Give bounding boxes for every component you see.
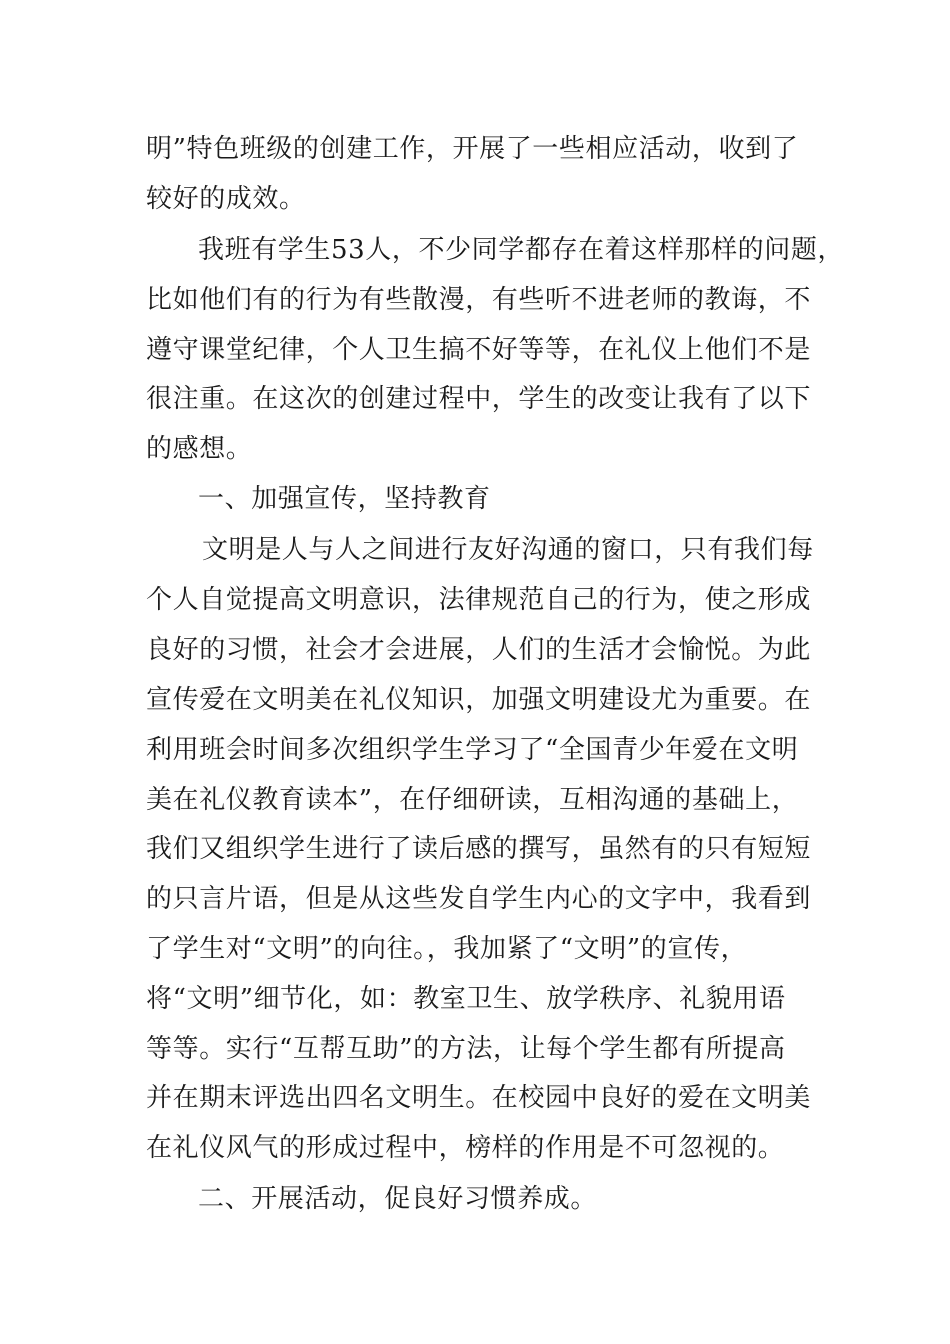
paragraph-line: 我们又组织学生进行了读后感的撰写，虽然有的只有短短 <box>146 834 812 864</box>
paragraph-line: 明”特色班级的创建工作，开展了一些相应活动，收到了 <box>146 134 799 164</box>
paragraph-line: 等等。实行“互帮互助”的方法，让每个学生都有所提高 <box>146 1034 786 1064</box>
paragraph-line: 遵守课堂纪律，个人卫生搞不好等等，在礼仪上他们不是 <box>146 335 812 365</box>
paragraph-line: 并在期末评选出四名文明生。在校园中良好的爱在文明美 <box>146 1083 812 1113</box>
paragraph-line: 的只言片语，但是从这些发自学生内心的文字中，我看到 <box>146 884 812 914</box>
paragraph-line: 宣传爱在文明美在礼仪知识，加强文明建设尤为重要。在 <box>146 685 812 715</box>
paragraph-line: 文明是人与人之间进行友好沟通的窗口，只有我们每 <box>202 535 814 565</box>
section-heading: 二、开展活动，促良好习惯养成。 <box>198 1184 598 1214</box>
paragraph-line: 了学生对“文明”的向往。，我加紧了“文明”的宣传， <box>146 934 748 964</box>
paragraph-line: 个人自觉提高文明意识，法律规范自己的行为，使之形成 <box>146 585 812 615</box>
paragraph-line: 将“文明”细节化，如：教室卫生、放学秩序、礼貌用语 <box>146 984 786 1014</box>
paragraph-line: 较好的成效。 <box>146 184 306 214</box>
paragraph-line: 利用班会时间多次组织学生学习了“全国青少年爱在文明 <box>146 735 799 765</box>
paragraph-line: 的感想。 <box>146 434 253 464</box>
paragraph-line: 美在礼仪教育读本”，在仔细研读，互相沟通的基础上， <box>146 785 799 815</box>
paragraph-line: 我班有学生53人，不少同学都存在着这样那样的问题， <box>198 235 845 265</box>
paragraph-line: 比如他们有的行为有些散漫，有些听不进老师的教诲，不 <box>146 285 812 315</box>
section-heading: 一、加强宣传，坚持教育 <box>198 484 491 514</box>
paragraph-line: 良好的习惯，社会才会进展，人们的生活才会愉悦。为此 <box>146 635 812 665</box>
paragraph-line: 很注重。在这次的创建过程中，学生的改变让我有了以下 <box>146 384 812 414</box>
paragraph-line: 在礼仪风气的形成过程中，榜样的作用是不可忽视的。 <box>146 1133 785 1163</box>
